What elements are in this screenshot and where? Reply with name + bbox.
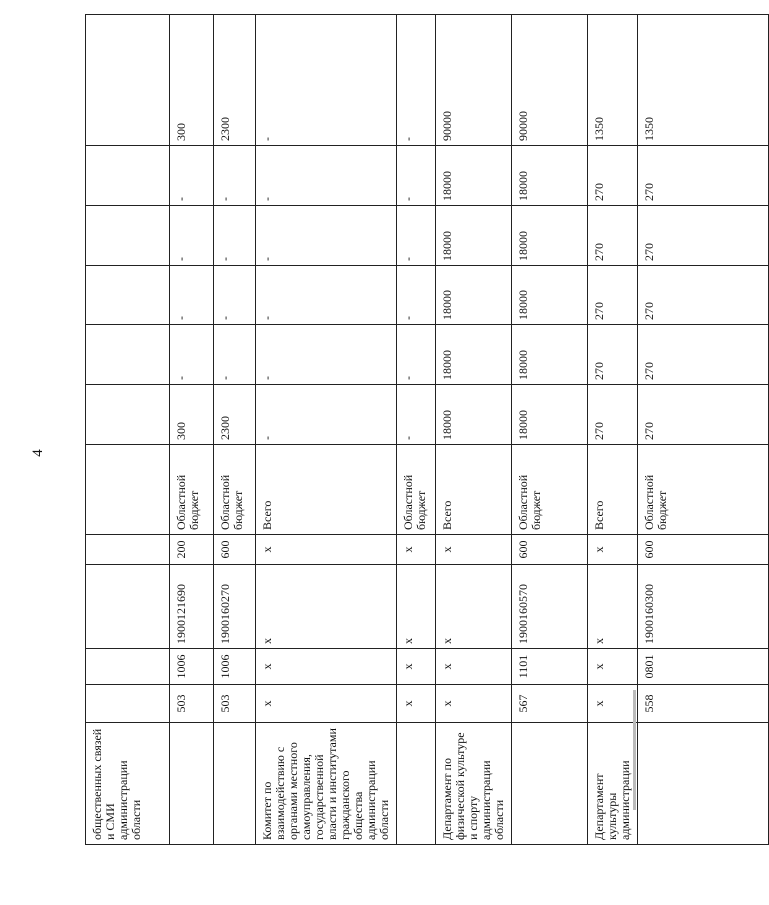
cell-v6: 1350 <box>638 15 769 146</box>
cell-v6: - <box>256 15 397 146</box>
cell-name <box>214 723 256 845</box>
cell-source: Областной бюджет <box>170 445 214 535</box>
cell-code4: 600 <box>638 535 769 565</box>
cell-v4: 270 <box>588 206 638 266</box>
cell-v6 <box>86 15 170 146</box>
table-row <box>638 15 769 845</box>
cell-code2: 1101 <box>512 649 588 685</box>
cell-name <box>397 723 436 845</box>
cell-v3: - <box>397 266 436 325</box>
cell-v2: 270 <box>588 325 638 385</box>
cell-code1 <box>86 685 170 723</box>
table-row <box>170 15 214 845</box>
cell-source <box>86 445 170 535</box>
cell-v6: 90000 <box>512 15 588 146</box>
cell-code2: 1006 <box>170 649 214 685</box>
cell-code1: 558 <box>638 685 769 723</box>
cell-source: Всего <box>256 445 397 535</box>
table-row <box>436 15 512 845</box>
cell-name: Департамент по физической культуре и спорту администрации области <box>436 723 512 845</box>
cell-v1: 18000 <box>512 385 588 445</box>
cell-code3: x <box>256 565 397 649</box>
cell-code3: x <box>436 565 512 649</box>
cell-v2: - <box>214 325 256 385</box>
cell-code2: 1006 <box>214 649 256 685</box>
cell-v1 <box>86 385 170 445</box>
cell-code2: x <box>588 649 638 685</box>
cell-v2: - <box>256 325 397 385</box>
cell-code1: x <box>256 685 397 723</box>
cell-v3: - <box>256 266 397 325</box>
budget-table-container <box>85 15 669 845</box>
cell-v4 <box>86 206 170 266</box>
cell-v1: 270 <box>588 385 638 445</box>
cell-code1: 503 <box>214 685 256 723</box>
cell-code1: x <box>588 685 638 723</box>
cell-code4: 600 <box>214 535 256 565</box>
cell-v1: - <box>397 385 436 445</box>
cell-v3: - <box>170 266 214 325</box>
cell-v1: 300 <box>170 385 214 445</box>
cell-name: Комитет по взаимодействию с органами местного самоуправления, государственной власти и институтами гражданского общества администрации области <box>256 723 397 845</box>
cell-code2: x <box>397 649 436 685</box>
cell-v4: - <box>397 206 436 266</box>
cell-v6: - <box>397 15 436 146</box>
cell-code3: 1900160270 <box>214 565 256 649</box>
cell-code1: 567 <box>512 685 588 723</box>
cell-v5: - <box>397 146 436 206</box>
cell-source: Областной бюджет <box>397 445 436 535</box>
cell-v1: 18000 <box>436 385 512 445</box>
cell-v5: - <box>256 146 397 206</box>
cell-v1: 2300 <box>214 385 256 445</box>
cell-v6: 90000 <box>436 15 512 146</box>
cell-code2: x <box>436 649 512 685</box>
cell-v2: 18000 <box>512 325 588 385</box>
cell-code4: x <box>256 535 397 565</box>
table-row <box>86 15 170 845</box>
cell-v2: 270 <box>638 325 769 385</box>
cell-v4: 18000 <box>512 206 588 266</box>
cell-source: Областной бюджет <box>638 445 769 535</box>
table-row <box>588 15 638 845</box>
cell-v2: - <box>397 325 436 385</box>
cell-v2: - <box>170 325 214 385</box>
cell-v5: 18000 <box>512 146 588 206</box>
cell-source: Областной бюджет <box>512 445 588 535</box>
cell-v4: - <box>170 206 214 266</box>
cell-code4 <box>86 535 170 565</box>
cell-v2: 18000 <box>436 325 512 385</box>
cell-code3 <box>86 565 170 649</box>
cell-code3: 1900160570 <box>512 565 588 649</box>
cell-v4: - <box>256 206 397 266</box>
cell-v5: - <box>170 146 214 206</box>
cell-v6: 1350 <box>588 15 638 146</box>
cell-v3: 18000 <box>512 266 588 325</box>
cell-code4: x <box>588 535 638 565</box>
cell-code4: 200 <box>170 535 214 565</box>
cell-source: Областной бюджет <box>214 445 256 535</box>
cell-name: Департамент культуры администрации <box>588 723 638 845</box>
cell-code1: 503 <box>170 685 214 723</box>
cell-v3: - <box>214 266 256 325</box>
cell-code3: 1900121690 <box>170 565 214 649</box>
cell-v1: 270 <box>638 385 769 445</box>
cell-name <box>512 723 588 845</box>
cell-code2: x <box>256 649 397 685</box>
cell-code2 <box>86 649 170 685</box>
cell-v3: 18000 <box>436 266 512 325</box>
cell-source: Всего <box>436 445 512 535</box>
cell-code3: x <box>588 565 638 649</box>
cell-code1: x <box>397 685 436 723</box>
cell-v1: - <box>256 385 397 445</box>
cell-v3 <box>86 266 170 325</box>
cell-code2: 0801 <box>638 649 769 685</box>
cell-code4: 600 <box>512 535 588 565</box>
cell-v5: 270 <box>588 146 638 206</box>
cell-name: общественных связей и СМИ администрации области <box>86 723 170 845</box>
cell-v3: 270 <box>638 266 769 325</box>
cell-v4: - <box>214 206 256 266</box>
cell-v4: 18000 <box>436 206 512 266</box>
cell-v5 <box>86 146 170 206</box>
cell-name <box>170 723 214 845</box>
cell-name <box>638 723 769 845</box>
table-body <box>86 15 769 845</box>
cell-v6: 300 <box>170 15 214 146</box>
table-row <box>512 15 588 845</box>
page-number: 4 <box>30 449 46 457</box>
budget-table <box>85 14 769 845</box>
cell-v5: - <box>214 146 256 206</box>
cell-code1: x <box>436 685 512 723</box>
cell-v4: 270 <box>638 206 769 266</box>
cell-source: Всего <box>588 445 638 535</box>
cell-v3: 270 <box>588 266 638 325</box>
cell-v2 <box>86 325 170 385</box>
cell-code3: 1900160300 <box>638 565 769 649</box>
cell-v5: 18000 <box>436 146 512 206</box>
cell-v6: 2300 <box>214 15 256 146</box>
cell-code3: x <box>397 565 436 649</box>
scan-edge-mark <box>633 690 636 810</box>
table-row <box>256 15 397 845</box>
cell-code4: x <box>397 535 436 565</box>
cell-v5: 270 <box>638 146 769 206</box>
table-row <box>214 15 256 845</box>
table-row <box>397 15 436 845</box>
cell-code4: x <box>436 535 512 565</box>
